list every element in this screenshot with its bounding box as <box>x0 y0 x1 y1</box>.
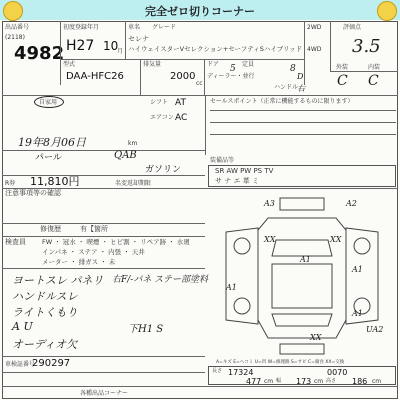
lot-label: 出品番号 <box>5 24 30 31</box>
sales-point-label: セールスポイント（正常に機能するものに限ります） <box>210 98 354 105</box>
model-code-label: 型式 <box>63 61 76 68</box>
private-use-label: 自家用 <box>39 99 58 106</box>
divider <box>140 59 141 95</box>
capacity-label: 定員 <box>242 61 255 68</box>
displacement-label: 排気量 <box>143 61 162 68</box>
diagram-mark: A1 <box>300 255 311 264</box>
diagram-mark: A1 <box>352 309 363 318</box>
side-note-2: 下H1 S <box>128 324 164 335</box>
divider <box>330 21 331 71</box>
grade-label: グレード <box>152 24 177 31</box>
divider <box>330 71 398 72</box>
lot-number: 4982 <box>14 43 65 64</box>
cm-unit: cm <box>264 378 274 385</box>
left-side-outline <box>226 228 258 324</box>
vin-code: 0070 <box>327 368 348 377</box>
windshield-outline <box>272 240 332 256</box>
equipment-label: 装備品等 <box>210 157 235 164</box>
divider <box>125 21 126 59</box>
score-label: 評価点 <box>343 24 362 31</box>
dealer-label: ディーラー・並行 <box>207 73 255 80</box>
door-label: ドア <box>207 61 219 68</box>
model-label: 車名 <box>128 24 141 31</box>
divider <box>2 236 205 237</box>
fuel-value: ガソリン <box>145 165 182 175</box>
footer-label: 各種出品コーナー <box>80 390 129 397</box>
recycle-label: R券 <box>5 180 16 187</box>
cc-unit: cc <box>196 80 203 87</box>
int-label: 内装 <box>368 64 381 71</box>
year-value: H27 <box>66 38 95 54</box>
wheel-fl <box>234 238 250 254</box>
note-3: ライトくもり <box>12 306 78 319</box>
height-value: 186 <box>352 377 368 386</box>
width-label: 幅 <box>276 378 282 384</box>
divider <box>2 386 398 387</box>
divider <box>2 223 205 224</box>
score-value: 3.5 <box>352 36 381 57</box>
ext-label: 外装 <box>336 64 349 71</box>
aircon-value: AC <box>175 113 188 123</box>
rule <box>210 134 396 135</box>
diagram-mark: XX <box>330 235 342 244</box>
equipment-row-1: SR AW PW PS TV <box>215 167 274 175</box>
diagram-mark: UA2 <box>366 325 384 334</box>
shift-value: AT <box>175 98 186 108</box>
note-4: A U <box>12 320 33 333</box>
check-list-3: メーター ・ 排ガス ・ 未 <box>42 258 116 266</box>
handle-label: ハンドル <box>274 84 299 91</box>
diagram-mark: XX <box>310 333 322 342</box>
divider <box>2 356 205 357</box>
shift-label: シフト <box>150 99 169 106</box>
side-note-1: 右F/-パネ ステー部塗料 <box>112 275 208 285</box>
divider <box>2 268 205 269</box>
repair-value: 有【箇所 <box>80 225 108 233</box>
divider <box>204 59 205 95</box>
color-code: QAB <box>114 150 137 161</box>
color-value: パール <box>35 153 62 163</box>
note-5: オーディオ欠 <box>12 338 78 351</box>
check-list-2: インパネ ・ ステア ・ 内張 ・ 天井 <box>42 248 145 256</box>
aircon-label: エアコン <box>150 114 174 121</box>
page-title: 完全ゼロ切りコーナー <box>145 5 255 18</box>
divider <box>60 21 61 85</box>
inspector-label: 検査員 <box>5 238 26 246</box>
equipment-row-2: サ ナ エ 革 ミ <box>215 177 259 185</box>
dealer-value: D <box>297 72 304 81</box>
diagram-mark: A3 <box>264 199 275 208</box>
capacity-value: 8 <box>290 64 296 74</box>
vin-tail: 17324 <box>228 368 254 377</box>
rule <box>210 110 396 111</box>
model-code-value: DAA-HFC26 <box>66 71 124 82</box>
month-unit: 月 <box>117 48 124 55</box>
mascot-icon <box>377 1 397 21</box>
stock-label: 車検証番号 <box>5 361 36 368</box>
car-diagram <box>206 190 398 360</box>
divider <box>304 21 305 85</box>
divider <box>2 188 398 189</box>
car-name: セレナ <box>128 35 149 43</box>
displacement-value: 2000 <box>170 71 196 82</box>
notice-label: 注意事項等の確認 <box>5 189 61 197</box>
month-value: 10 <box>103 39 119 53</box>
recycle-note: 名変返却期限 <box>115 180 152 187</box>
stock-number: 290297 <box>32 358 71 369</box>
diagram-mark: XX <box>264 235 276 244</box>
cm-unit: cm <box>314 378 324 385</box>
drive-2wd: 2WD <box>307 24 322 31</box>
check-list-1: FW ・ 冠水 ・ 喫煙 ・ ヒビ割 ・ リペア跡 ・ 水廻 <box>42 238 190 246</box>
wheel-fr <box>354 238 370 254</box>
note-2: ハンドルスレ <box>12 290 78 303</box>
note-1: ヨートスレ パネリ <box>12 274 104 287</box>
first-reg-label: 初度登録年月 <box>63 24 100 31</box>
repair-label: 修復歴 <box>40 225 61 233</box>
diagram-mark: A2 <box>346 199 357 208</box>
rear-bumper-outline <box>280 344 324 354</box>
diagram-mark: A1 <box>226 283 237 292</box>
drive-4wd: 4WD <box>307 46 322 53</box>
divider <box>205 95 206 155</box>
km-label: km <box>128 140 138 147</box>
ext-value: C <box>337 73 348 89</box>
inspection-date: 19年8月06日 <box>18 136 86 149</box>
length-value: 477 <box>246 377 262 386</box>
divider <box>2 150 205 151</box>
divider <box>2 372 205 373</box>
lot-sub: (2118) <box>5 34 25 41</box>
divider <box>2 95 398 96</box>
front-bumper-outline <box>280 198 324 210</box>
height-label: 高さ <box>326 378 337 384</box>
length-label: 長さ <box>212 368 223 374</box>
handle-value: 右 <box>297 84 305 93</box>
int-value: C <box>368 73 379 89</box>
rear-glass-outline <box>272 314 332 326</box>
door-value: 5 <box>230 64 236 74</box>
wheel-rl <box>234 298 250 314</box>
header-banner <box>0 0 400 20</box>
width-value: 173 <box>296 377 312 386</box>
cm-unit: cm <box>372 378 382 385</box>
rule <box>210 122 396 123</box>
damage-legend: A=キズ E=ヘコミ U=凹 W=修理跡 S=サビ C=腐食 XX=交換 <box>216 360 345 365</box>
recycle-value: 11,810円 <box>30 175 80 188</box>
grade-value: ハイウェイスターVセレクション+セーフティSハイブリッド <box>128 45 303 53</box>
divider <box>60 59 304 60</box>
diagram-mark: A1 <box>352 265 363 274</box>
roof-outline <box>272 264 332 308</box>
